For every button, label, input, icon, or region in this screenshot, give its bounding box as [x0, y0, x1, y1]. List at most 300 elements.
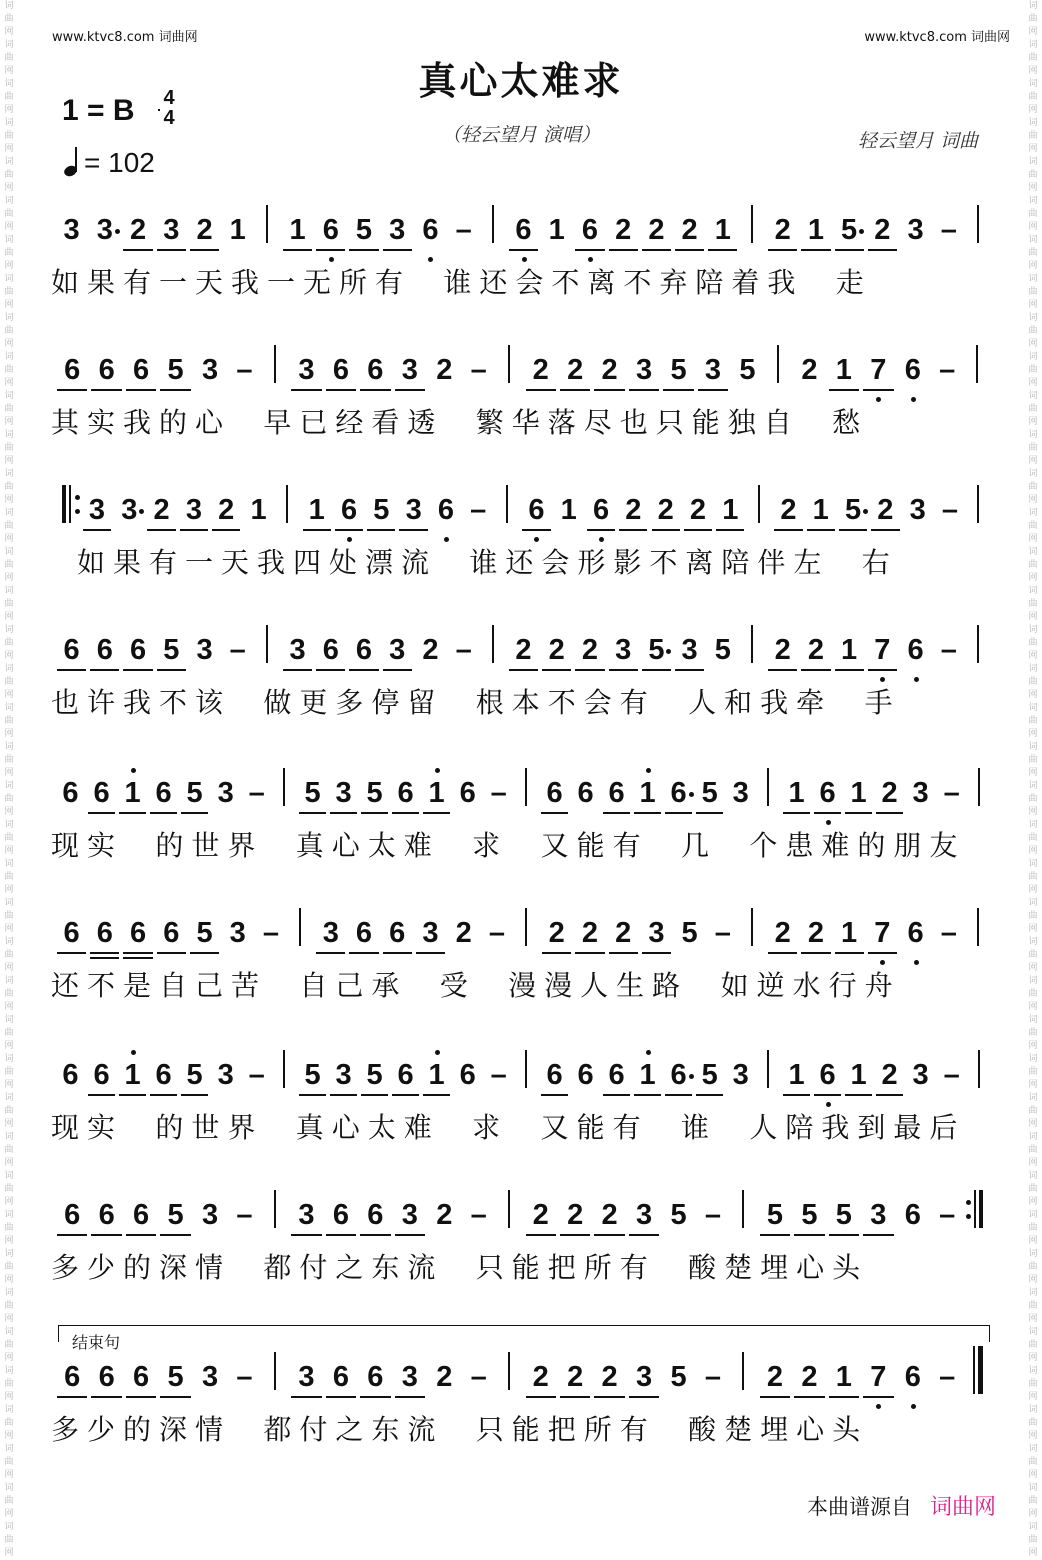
jianpu-note: 6 [904, 354, 921, 386]
jianpu-note: 7 [874, 634, 891, 666]
jianpu-note: 1 [714, 214, 731, 246]
lyric-char: 东 [371, 1251, 400, 1284]
jianpu-note: 6 [63, 634, 80, 666]
jianpu-note: 3 [121, 494, 138, 526]
underline-beam [652, 529, 680, 531]
lyric-char: 手 [864, 686, 893, 719]
underline-beam [147, 529, 175, 531]
repeat-dot [75, 509, 80, 514]
jianpu-note: 6 [155, 1059, 172, 1091]
underline-beam [829, 1234, 859, 1236]
dash-note: – [939, 1361, 956, 1393]
lyric-char: 己 [335, 969, 364, 1002]
underline-beam [629, 1234, 659, 1236]
jianpu-note: 6 [528, 494, 545, 526]
lyric-char: 之 [335, 1251, 364, 1284]
lyric-char: 情 [194, 1251, 223, 1284]
dash-note: – [704, 1361, 722, 1393]
lyric-char: 一 [158, 266, 187, 299]
underline-beam [603, 1094, 630, 1096]
bar-line [492, 205, 494, 243]
jianpu-note: 5 [844, 494, 862, 526]
jianpu-note: 3 [335, 777, 352, 809]
lyric-char: 求 [472, 1111, 501, 1144]
underline-beam [526, 1234, 556, 1236]
lyric-char: 一 [184, 546, 213, 579]
jianpu-note: 2 [581, 634, 599, 666]
jianpu-note: 2 [532, 354, 549, 386]
underline-beam [303, 529, 331, 531]
underline-beam [395, 389, 425, 391]
lyric-char: 看 [371, 406, 400, 439]
underline-beam [180, 529, 208, 531]
jianpu-note: 6 [93, 777, 110, 809]
jianpu-note: 2 [153, 494, 170, 526]
jianpu-note: 2 [657, 494, 674, 526]
underline-beam [190, 249, 219, 251]
source-brand-link[interactable]: 词曲网 [929, 1495, 996, 1520]
jianpu-note: 3 [635, 354, 653, 386]
jianpu-note: 2 [532, 1199, 549, 1231]
lyric-char: 我 [760, 686, 789, 719]
lyric-char: 受 [439, 969, 468, 1002]
quarter-note-icon [62, 146, 84, 176]
jianpu-note: 6 [577, 777, 594, 809]
jianpu-note: 5 [186, 1059, 203, 1091]
underline-beam [160, 1234, 190, 1236]
bar-line [274, 1190, 276, 1228]
underline-beam [594, 389, 624, 391]
lyric-char: 后 [929, 1111, 958, 1144]
underline-beam [675, 669, 704, 671]
lyric-char: 无 [302, 266, 331, 299]
lyric-char: 患 [785, 829, 814, 862]
underline-beam [291, 1234, 321, 1236]
lyric-char: 的 [158, 406, 187, 439]
jianpu-note: 6 [93, 1059, 110, 1091]
lyric-char: 付 [299, 1413, 328, 1446]
underline-beam [698, 389, 728, 391]
lyric-char: 多 [335, 686, 364, 719]
underline-beam [526, 389, 556, 391]
underline-beam [768, 669, 797, 671]
lyric-char: 更 [299, 686, 328, 719]
jianpu-note: 6 [98, 1199, 115, 1231]
underline-beam [835, 249, 864, 251]
left-watermark: 词曲网词曲网词曲网词曲网词曲网词曲网词曲网词曲网词曲网词曲网词曲网词曲网词曲网词曲网词曲网词曲网词曲网词曲网词曲网词曲网词曲网词曲网词曲网词曲网词曲网词曲网词曲网词曲网词曲网词曲网词曲网词曲网词曲网词曲网词曲网词曲网词曲网词曲网词曲网词曲网 [4, 1, 14, 1558]
lyric-char: 早 [263, 406, 292, 439]
jianpu-note: 5 [835, 1199, 852, 1231]
underline-beam-2 [90, 957, 119, 959]
underline-beam [684, 529, 712, 531]
high-octave-dot [435, 768, 440, 773]
key-signature: 1 = B [62, 94, 135, 127]
lyric-char: 酸 [688, 1251, 717, 1284]
underline-beam [160, 389, 190, 391]
underline-beam [349, 669, 378, 671]
underline-beam [190, 952, 219, 954]
underline-beam-2 [123, 957, 152, 959]
lyric-char: 求 [472, 829, 501, 862]
jianpu-note: 5 [186, 777, 203, 809]
lyric-char: 楚 [724, 1251, 753, 1284]
augmentation-dot [689, 792, 694, 797]
jianpu-note: 3 [389, 634, 406, 666]
jianpu-note: 6 [819, 1059, 836, 1091]
lyric-char: 不 [547, 686, 576, 719]
lyric-char: 我 [767, 266, 796, 299]
jianpu-note: 2 [766, 1361, 784, 1393]
lyric-char: 心 [796, 1413, 825, 1446]
score-system [0, 205, 1042, 325]
jianpu-note: 6 [670, 777, 687, 809]
underline-beam [863, 1396, 893, 1398]
jianpu-note: 6 [96, 634, 113, 666]
underline-beam [587, 529, 615, 531]
jianpu-note: 7 [870, 354, 887, 386]
bar-line [274, 1352, 276, 1390]
underline-beam [126, 1234, 156, 1236]
lyric-char: 的 [122, 1251, 151, 1284]
lyric-char: 一 [266, 266, 295, 299]
underline-beam [330, 812, 357, 814]
dash-note: – [470, 1361, 487, 1393]
underline-beam [349, 249, 378, 251]
underline-beam [361, 812, 388, 814]
underline-beam [696, 1094, 723, 1096]
lyric-char: 不 [158, 686, 187, 719]
score-system [0, 485, 1042, 605]
jianpu-note: 3 [229, 917, 246, 949]
site-url-right[interactable]: www.ktvc8.com 词曲网 [864, 30, 1010, 45]
jianpu-note: 2 [455, 917, 472, 949]
underline-beam [560, 1396, 590, 1398]
underline-beam [542, 952, 571, 954]
bar-line [525, 1050, 527, 1088]
jianpu-note: 6 [670, 1059, 687, 1091]
underline-beam [181, 1094, 208, 1096]
underline-beam [541, 812, 568, 814]
underline-beam [768, 952, 797, 954]
jianpu-note: 2 [436, 1199, 453, 1231]
dash-note: – [248, 1059, 265, 1091]
bar-line [274, 345, 276, 383]
lyric-char: 所 [583, 1251, 612, 1284]
lyric-char: 人 [580, 969, 609, 1002]
jianpu-note: 2 [801, 1361, 818, 1393]
lyric-char: 有 [148, 546, 177, 579]
underline-beam [716, 529, 744, 531]
jianpu-note: 5 [355, 214, 373, 246]
underline-beam [90, 669, 119, 671]
underline-beam [57, 1234, 87, 1236]
bar-line [283, 768, 285, 806]
lyric-char: 落 [547, 406, 576, 439]
underline-beam [83, 529, 111, 531]
lyric-char: 到 [857, 1111, 886, 1144]
lyric-char: 其 [50, 406, 79, 439]
lyric-char: 舟 [864, 969, 893, 1002]
lyric-char: 果 [112, 546, 141, 579]
jianpu-note: 2 [774, 917, 791, 949]
lyric-char: 之 [335, 1413, 364, 1446]
jianpu-note: 1 [850, 777, 867, 809]
jianpu-note: 5 [648, 634, 665, 666]
bar-line [751, 908, 753, 946]
dash-note: – [470, 494, 487, 526]
jianpu-note: 6 [64, 1361, 81, 1393]
bar-line [751, 625, 753, 663]
lyric-char: 如 [50, 266, 79, 299]
underline-beam [383, 249, 412, 251]
repeat-dot [966, 1200, 971, 1205]
bar-line [508, 1190, 510, 1228]
underline-beam [560, 1234, 590, 1236]
jianpu-note: 1 [548, 214, 565, 246]
underline-beam [316, 952, 345, 954]
jianpu-note: 1 [639, 777, 656, 809]
underline-beam [395, 1396, 425, 1398]
lyric-char: 谁 [443, 266, 472, 299]
underline-beam [283, 249, 312, 251]
dash-note: – [248, 777, 265, 809]
dash-note: – [939, 354, 956, 386]
jianpu-note: 3 [909, 494, 926, 526]
jianpu-note: 2 [881, 1059, 898, 1091]
jianpu-note: 1 [428, 777, 445, 809]
dash-note: – [704, 1199, 722, 1231]
jianpu-note: 3 [912, 1059, 929, 1091]
lyric-char: 尽 [583, 406, 612, 439]
site-url-left[interactable]: www.ktvc8.com 词曲网 [52, 30, 198, 45]
underline-beam [845, 1094, 872, 1096]
repeat-start-bar [62, 485, 66, 523]
jianpu-note: 5 [670, 1361, 687, 1393]
jianpu-note: 3 [201, 1361, 219, 1393]
jianpu-note: 3 [163, 214, 180, 246]
lyric-char: 该 [194, 686, 223, 719]
lyric-char: 深 [158, 1251, 187, 1284]
jianpu-note: 3 [298, 354, 315, 386]
jianpu-note: 1 [428, 1059, 445, 1091]
jianpu-note: 6 [129, 917, 147, 949]
lyric-char: 离 [685, 546, 714, 579]
jianpu-note: 3 [732, 777, 749, 809]
jianpu-note: 6 [340, 494, 358, 526]
lyric-char: 走 [835, 266, 864, 299]
jianpu-note: 3 [217, 1059, 234, 1091]
jianpu-note: 3 [681, 634, 698, 666]
underline-beam [774, 529, 802, 531]
underline-beam [760, 1396, 790, 1398]
bar-line [978, 768, 980, 806]
underline-beam [868, 952, 897, 954]
underline-beam [801, 669, 830, 671]
lyric-char: 界 [227, 1111, 256, 1144]
lyric-char: 逆 [756, 969, 785, 1002]
jianpu-note: 1 [308, 494, 325, 526]
underline-beam [522, 529, 550, 531]
jianpu-note: 6 [98, 1361, 115, 1393]
bar-line [506, 485, 508, 523]
lyric-char: 难 [821, 829, 850, 862]
underline-beam [835, 952, 864, 954]
underline-beam [609, 669, 638, 671]
high-octave-dot [646, 1050, 651, 1055]
jianpu-note: 1 [841, 917, 858, 949]
jianpu-note: 5 [739, 354, 756, 386]
underline-beam [594, 1396, 624, 1398]
lyric-char: 愁 [832, 406, 861, 439]
lyric-char: 又 [540, 829, 569, 862]
underline-beam [603, 812, 630, 814]
lyric-char: 的 [857, 829, 886, 862]
jianpu-note: 6 [397, 1059, 414, 1091]
dash-note: – [940, 634, 957, 666]
jianpu-note: 5 [304, 777, 321, 809]
bar-line [976, 345, 978, 383]
dash-note: – [470, 1199, 487, 1231]
underline-beam [814, 812, 841, 814]
jianpu-note: 2 [774, 634, 791, 666]
jianpu-note: 3 [298, 1199, 315, 1231]
low-octave-dot [911, 1404, 916, 1409]
jianpu-note: 6 [332, 1361, 349, 1393]
low-octave-dot [876, 397, 881, 402]
jianpu-note: 3 [912, 777, 929, 809]
source-text: 本曲谱源自 [806, 1495, 912, 1519]
jianpu-note: 1 [807, 214, 824, 246]
underline-beam [609, 249, 638, 251]
underline-beam [123, 952, 152, 954]
score-system [0, 345, 1042, 465]
jianpu-note: 6 [608, 1059, 625, 1091]
jianpu-note: 3 [422, 917, 439, 949]
lyric-char: 太 [367, 829, 396, 862]
lyric-char: 天 [220, 546, 249, 579]
lyric-char: 还 [505, 546, 534, 579]
lyric-char: 陪 [785, 1111, 814, 1144]
source-line [807, 1490, 996, 1521]
underline-beam [541, 1094, 568, 1096]
lyric-char: 头 [832, 1251, 861, 1284]
lyric-char: 难 [403, 1111, 432, 1144]
jianpu-note: 5 [714, 634, 731, 666]
jianpu-note: 3 [88, 494, 106, 526]
lyric-char: 不 [86, 969, 115, 1002]
jianpu-note: 6 [581, 214, 599, 246]
lyric-char: 只 [475, 1251, 504, 1284]
underline-beam [675, 249, 704, 251]
underline-beam [794, 1396, 824, 1398]
lyric-char: 流 [407, 1251, 436, 1284]
jianpu-note: 3 [635, 1361, 653, 1393]
lyric-char: 实 [86, 1111, 115, 1144]
jianpu-note: 3 [322, 917, 339, 949]
lyric-char: 有 [612, 1111, 641, 1144]
bar-line [767, 768, 769, 806]
underline-beam [801, 952, 830, 954]
lyric-char: 如 [720, 969, 749, 1002]
lyric-char: 己 [194, 969, 223, 1002]
lyric-char: 朋 [893, 829, 922, 862]
lyric-char: 世 [191, 1111, 220, 1144]
lyric-char: 会 [515, 266, 544, 299]
lyric-char: 埋 [760, 1413, 789, 1446]
lyric-char: 把 [547, 1413, 576, 1446]
jianpu-note: 3 [196, 634, 213, 666]
lyric-char: 个 [749, 829, 778, 862]
lyric-char: 独 [727, 406, 756, 439]
lyric-char: 情 [194, 1413, 223, 1446]
dash-note: – [490, 1059, 507, 1091]
lyric-char: 有 [374, 266, 403, 299]
high-octave-dot [646, 768, 651, 773]
bar-line [525, 908, 527, 946]
high-octave-dot [131, 768, 136, 773]
lyric-char: 所 [583, 1413, 612, 1446]
underline-beam [91, 1234, 121, 1236]
jianpu-note: 2 [601, 1199, 618, 1231]
lyric-char: 我 [230, 266, 259, 299]
jianpu-note: 2 [129, 214, 147, 246]
lyric-char: 本 [511, 686, 540, 719]
jianpu-note: 2 [601, 1361, 618, 1393]
underline-beam [119, 812, 146, 814]
ending-bracket [58, 1325, 990, 1342]
underline-beam [212, 529, 240, 531]
jianpu-note: 6 [367, 1361, 384, 1393]
jianpu-note: 5 [167, 1199, 184, 1231]
lyric-char: 伴 [757, 546, 786, 579]
lyric-char: 酸 [688, 1413, 717, 1446]
jianpu-note: 3 [870, 1199, 887, 1231]
dash-note: – [455, 634, 472, 666]
underline-beam [291, 1396, 321, 1398]
lyric-char: 太 [367, 1111, 396, 1144]
underline-beam [526, 1396, 556, 1398]
jianpu-note: 3 [648, 917, 665, 949]
lyric-char: 华 [511, 406, 540, 439]
lyric-char: 心 [331, 829, 360, 862]
bar-line [977, 625, 979, 663]
lyric-char: 少 [86, 1251, 115, 1284]
jianpu-note: 2 [436, 354, 453, 386]
lyric-char: 把 [547, 1251, 576, 1284]
jianpu-note: 3 [96, 214, 113, 246]
lyric-char: 停 [371, 686, 400, 719]
jianpu-note: 6 [397, 777, 414, 809]
lyric-char: 影 [613, 546, 642, 579]
lyric-char: 有 [619, 686, 648, 719]
jianpu-note: 3 [732, 1059, 749, 1091]
underline-beam [395, 1234, 425, 1236]
lyric-char: 多 [50, 1413, 79, 1446]
jianpu-note: 2 [218, 494, 235, 526]
lyric-char: 世 [191, 829, 220, 862]
lyric-char: 苦 [230, 969, 259, 1002]
low-octave-dot [428, 257, 433, 262]
lyric-char: 能 [576, 1111, 605, 1144]
repeat-end-thin-bar [974, 1190, 976, 1228]
dash-note: – [236, 354, 253, 386]
lyric-char: 我 [256, 546, 285, 579]
lyric-char: 漫 [544, 969, 573, 1002]
jianpu-note: 3 [401, 354, 418, 386]
lyric-char: 和 [724, 686, 753, 719]
underline-beam [423, 1094, 450, 1096]
lyric-char: 人 [688, 686, 717, 719]
